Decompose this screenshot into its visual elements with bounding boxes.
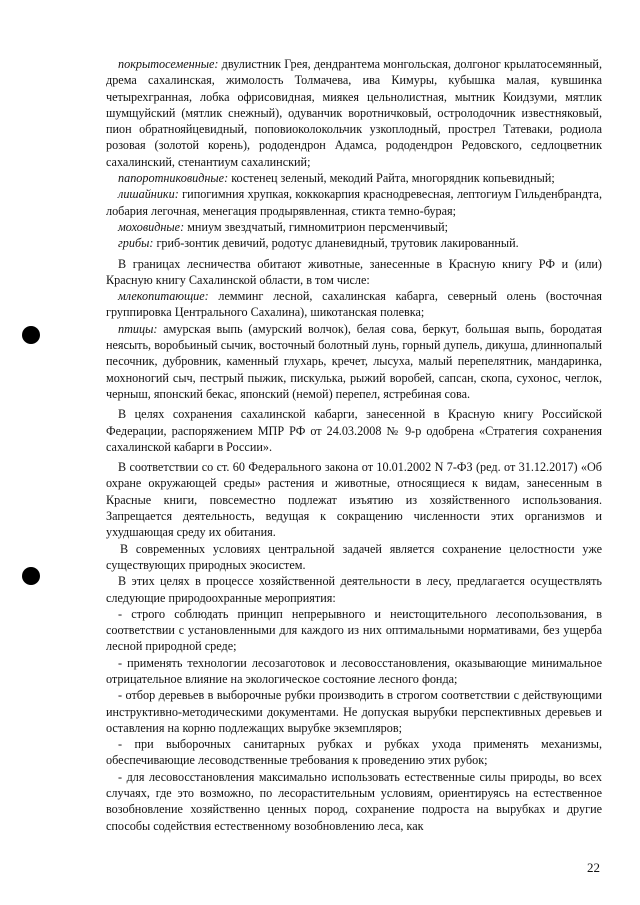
paragraph (106, 256, 602, 289)
category-label: лишайники: (118, 187, 179, 202)
paragraph (106, 687, 602, 736)
category-label: папоротниковидные: (118, 171, 229, 186)
paragraph (106, 219, 602, 235)
paragraph (106, 573, 602, 606)
paragraph (106, 655, 602, 688)
paragraph (106, 606, 602, 655)
category-label: грибы: (118, 236, 154, 251)
paragraph-text: - при выборочных санитарных рубках и рубках ухода применять механизмы, обеспечивающие лесоводственные требования к проведению этих рубок; (106, 737, 602, 768)
paragraph (106, 186, 602, 219)
paragraph-text: В этих целях в процессе хозяйственной деятельности в лесу, предлагается осуществлять следующие природоохранные мероприятия: (106, 574, 602, 605)
punch-hole-top (22, 326, 40, 344)
category-label: млекопитающие: (118, 289, 209, 304)
category-label: моховидные: (118, 219, 185, 234)
document-body (106, 56, 602, 834)
paragraph (106, 56, 602, 170)
paragraph-text: В современных условиях центральной задачей является сохранение целостности уже существующих природных экосистем. (106, 541, 602, 572)
paragraph-text: гриб-зонтик девичий, родотус дланевидный, трутовик лакированный. (153, 236, 519, 251)
paragraph (106, 541, 602, 574)
paragraph-text: - строго соблюдать принцип непрерывного и неистощительного лесопользования, в соответствии с установленными для каждого из них оптимальными нормативами, без ущерба лесной природной среде; (106, 606, 602, 654)
page-number: 22 (587, 860, 600, 875)
paragraph-text: - для лесовосстановления максимально использовать естественные силы природы, во всех случаях, где это возможно, по лесорастительным условиям, ориентируясь на естественное возобновление хозяйственно ценных пород, сохранение подроста на вырубках и другие способы содействия естественному возобновлению леса, как (106, 769, 602, 833)
paragraph-text: В соответствии со ст. 60 Федерального закона от 10.01.2002 N 7-ФЗ (ред. от 31.12.2017) «Об охране окружающей среды» растения и животные, относящиеся к видам, занесенным в Красные книги, повсеместно подлежат изъятию из хозяйственного использования. Запрещается деятельность, ведущая к сокращению численности этих организмов и ухудшающая среду их обитания. (106, 460, 602, 540)
paragraph-text: - отбор деревьев в выборочные рубки производить в строгом соответствии с действующими инструктивно-методическими документами. Не допуская вырубки перспективных деревьев и оставления на корню подлежащих вырубке экземпляров; (106, 688, 602, 735)
paragraph (106, 170, 602, 186)
paragraph (106, 406, 602, 455)
punch-hole-bottom (22, 567, 40, 585)
category-label: птицы: (118, 321, 158, 336)
category-label: покрытосеменные: (118, 57, 219, 71)
paragraph-text: костенец зеленый, мекодий Райта, многорядник копьевидный; (228, 171, 555, 186)
paragraph-text: В целях сохранения сахалинской кабарги, занесенной в Красную книгу Российской Федерации, распоряжением МПР РФ от 24.03.2008 № 9-р одобрена «Стратегия сохранения сахалинской кабарги в России». (106, 407, 602, 454)
paragraph-text: В границах лесничества обитают животные, занесенные в Красную книгу РФ и (или) Красную книгу Сахалинской области, в том числе: (106, 256, 602, 287)
paragraph (106, 769, 602, 834)
paragraph-text: - применять технологии лесозаготовок и лесовосстановления, оказывающие минимальное отрицательное влияние на экологическое состояние лесного фонда; (106, 655, 602, 686)
paragraph-text: амурская выпь (амурский волчок), белая сова, беркут, большая выпь, бородатая неясыть, воробьиный сычик, восточный болотный лунь, горный дупель, дикуша, длиннопалый песочник, дубровник, каменный глухарь, кречет, лысуха, малый перепелятник, мандаринка, мохноногий сыч, пестрый пыжик, пискулька, рыжий воробей, сапсан, скопа, сухонос, чеглок, черныш, японский бекас, японский (немой) перепел, ястребиная сова. (106, 321, 602, 401)
paragraph-text: двулистник Грея, дендрантема монгольская, долгоног крылатосемянный, дрема сахалинская, жимолость Толмачева, ива Кимуры, кубышка малая, кувшинка четырехгранная, лобка офрисовидная, миякея цельнолистная, мытник Коидзуми, мятлик шумщуйский (мятлик снежный), одуванчик воротничковый, остролодочник известняковый, пион обратнояйцевидный, поповиоколокольчик узкоплодный, прострел Татеваки, родиола розовая (золотой корень), рододендрон Адамса, рододендрон Редовского, седлоцветник сахалинский, стенантиум сахалинский; (106, 57, 602, 169)
paragraph-text: мниум звездчатый, гимномитрион персменчивый; (184, 219, 449, 234)
paragraph (106, 321, 602, 402)
paragraph (106, 235, 602, 251)
paragraph-text: гипогимния хрупкая, коккокарпия краснодревесная, лептогиум Гильденбрандта, лобария легочная, менегация продырявленная, стикта темно-бурая; (106, 187, 602, 218)
paragraph (106, 459, 602, 540)
paragraph (106, 736, 602, 769)
paragraph-text: лемминг лесной, сахалинская кабарга, северный олень (восточная группировка Центрального Сахалина), шикотанская полевка; (106, 289, 602, 320)
paragraph (106, 288, 602, 321)
